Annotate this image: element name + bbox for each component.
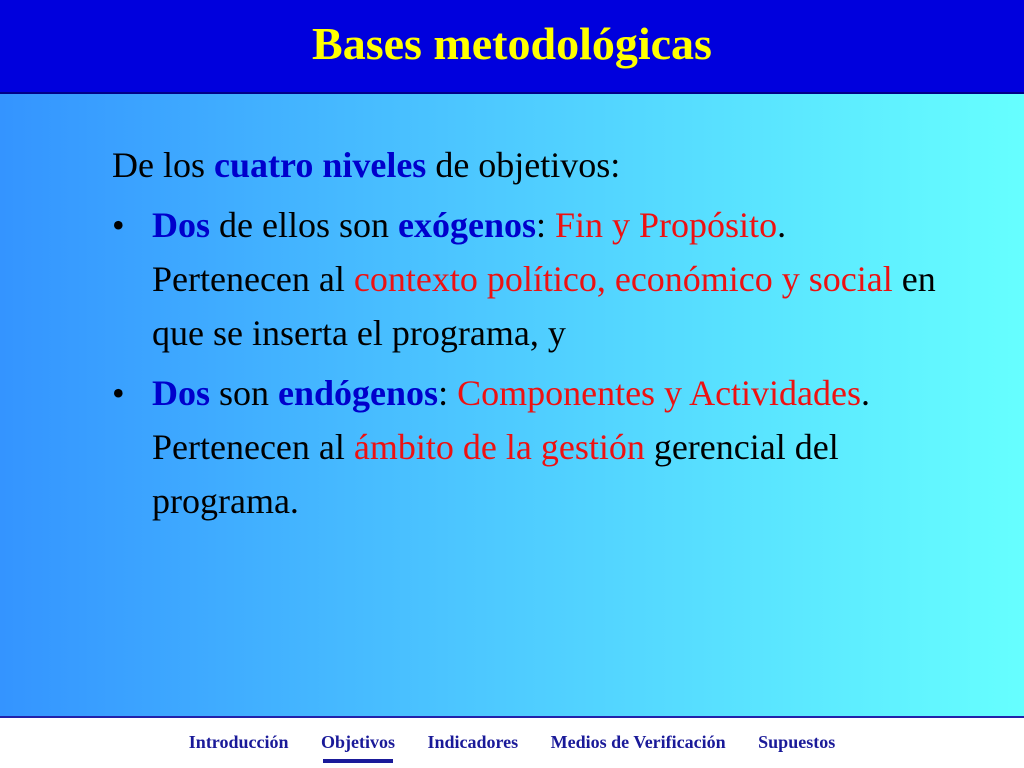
intro-line xyxy=(112,138,952,192)
bullet-endogenous xyxy=(112,366,952,528)
bullet-marker: • xyxy=(112,373,125,413)
navigation-bar xyxy=(0,716,1024,768)
intro-suffix: de objetivos: xyxy=(426,145,621,185)
nav-medios-de-verificacion[interactable]: Medios de Verificación xyxy=(550,732,726,752)
bullet2-text-c: gerencial del programa. xyxy=(152,427,839,521)
bullet1-context: contexto político, económico y social xyxy=(353,259,893,299)
nav-supuestos[interactable]: Supuestos xyxy=(758,732,836,752)
bullet1-count: Dos xyxy=(152,205,211,245)
bullet1-text-a: de ellos son xyxy=(210,205,398,245)
bullet2-scope: ámbito de la gestión xyxy=(353,427,645,467)
bullet2-count: Dos xyxy=(152,373,211,413)
nav-objetivos[interactable]: Objetivos xyxy=(320,732,395,752)
bullet-exogenous xyxy=(112,198,952,360)
bullet2-levels: Componentes y Actividades xyxy=(457,373,862,413)
bullet2-colon: : xyxy=(438,373,458,413)
nav-indicadores[interactable]: Indicadores xyxy=(427,732,519,752)
bullet1-colon: : xyxy=(536,205,556,245)
bullet1-keyword: exógenos xyxy=(398,205,536,245)
bullet2-keyword: endógenos xyxy=(278,373,439,413)
slide-content xyxy=(112,138,952,534)
intro-highlight: cuatro niveles xyxy=(214,145,427,185)
bullet-list xyxy=(112,198,952,528)
bullet1-text-b: . Pertenecen al xyxy=(152,205,787,299)
intro-prefix: De los xyxy=(112,145,214,185)
bullet2-text-b: . Pertenecen al xyxy=(152,373,871,467)
bullet1-levels: Fin y Propósito xyxy=(555,205,778,245)
title-bar xyxy=(0,0,1024,94)
nav-items xyxy=(0,732,1024,753)
bullet2-text-a: son xyxy=(210,373,279,413)
bullet1-text-c: en que se inserta el programa, y xyxy=(152,259,936,353)
nav-introduccion[interactable]: Introducción xyxy=(188,732,289,752)
slide-title: Bases metodológicas xyxy=(312,18,712,69)
bullet-marker: • xyxy=(112,205,125,245)
